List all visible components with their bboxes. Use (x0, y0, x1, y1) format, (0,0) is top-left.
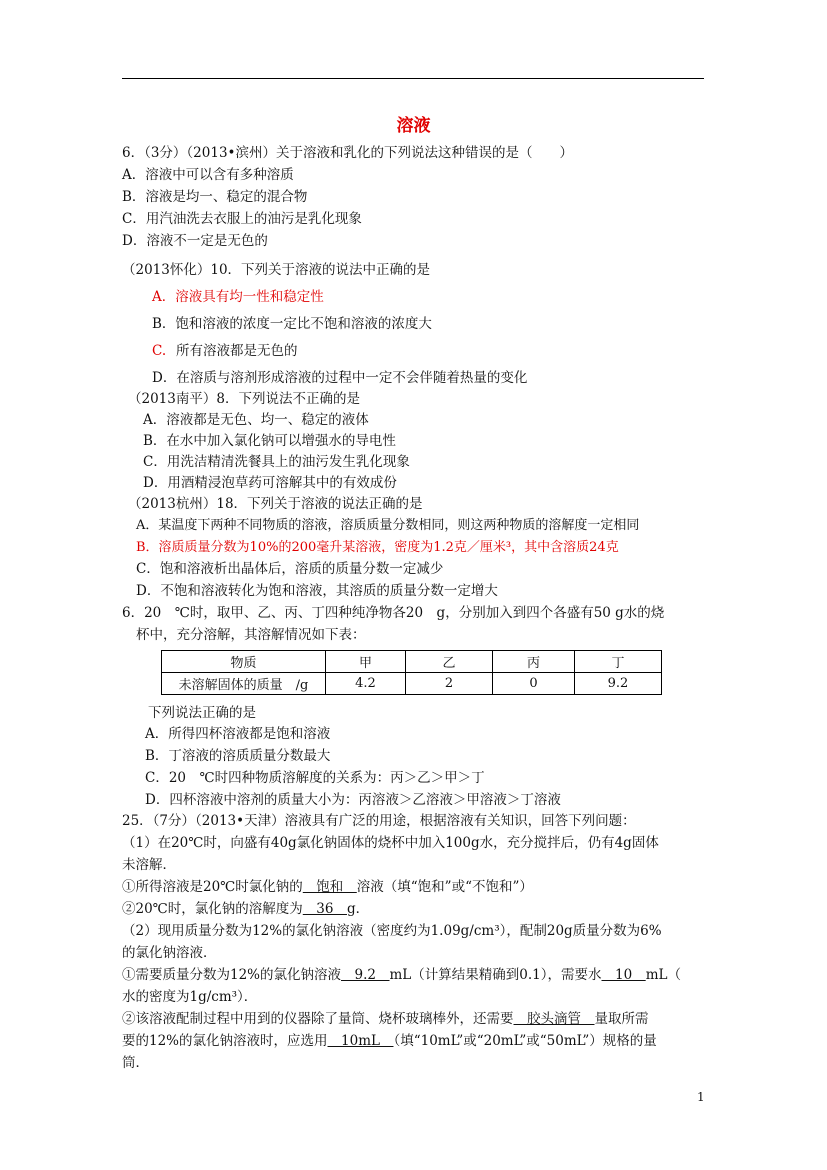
q2-option-a: A．溶液具有均一性和稳定性 (152, 289, 324, 305)
table-row-label: 未溶解固体的质量 /g (162, 673, 326, 695)
q6-sub3-tail: mL（ (645, 967, 681, 983)
q4-stem: （2013杭州）18．下列关于溶液的说法正确的是 (128, 496, 423, 512)
q5-option-a: A．所得四杯溶液都是饱和溶液 (145, 726, 331, 742)
q6-sub1-answer: 饱和 (302, 879, 357, 895)
table-header-cell: 丙 (493, 651, 575, 673)
q6-part2-line1: （2）现用质量分数为12%的氯化钠溶液（密度约为1.09g/cm³），配制20g质量分数为6% (122, 923, 662, 939)
q4-option-c: C．饱和溶液析出晶体后，溶质的质量分数一定减少 (136, 561, 444, 577)
q6-sub4-line2 (122, 1032, 657, 1050)
q6-sub1-tail: 溶液（填“饱和”或“不饱和”） (356, 879, 533, 895)
q6-sub3-answer2: 10 (601, 967, 646, 983)
table-cell: 0 (493, 673, 575, 695)
q6-part1-line1: （1）在20℃时，向盛有40g氯化钠固体的烧杯中加入100g水，充分搅拌后，仍有4g固体 (122, 835, 659, 851)
table-row (162, 673, 662, 695)
q5-lead: 下列说法正确的是 (148, 705, 256, 721)
q3-stem: （2013南平）8．下列说法不正确的是 (128, 391, 360, 407)
q3-option-d: D．用酒精浸泡草药可溶解其中的有效成份 (143, 475, 397, 491)
q3-option-c: C．用洗洁精清洗餐具上的油污发生乳化现象 (143, 454, 410, 470)
solubility-table (161, 650, 662, 695)
q6-sub2-tail: g． (346, 901, 370, 917)
q6-sub4 (122, 1010, 649, 1028)
q6-sub2 (122, 900, 369, 918)
q6-sub3-text: ①需要质量分数为12%的氯化钠溶液 (122, 967, 342, 983)
q3-option-a: A．溶液都是无色、均一、稳定的液体 (143, 412, 369, 428)
table-cell: 9.2 (575, 673, 662, 695)
page-title: 溶液 (396, 116, 431, 136)
q2-stem: （2013怀化）10．下列关于溶液的说法中正确的是 (122, 262, 431, 278)
q4-option-a: A．某温度下两种不同物质的溶液，溶质质量分数相同，则这两种物质的溶解度一定相同 (136, 518, 640, 533)
q5-option-c: C．20 ℃时四种物质溶解度的关系为：丙＞乙＞甲＞丁 (145, 770, 485, 786)
q3-option-b: B．在水中加入氯化钠可以增强水的导电性 (143, 433, 396, 449)
q5-option-b: B．丁溶液的溶质质量分数最大 (145, 748, 331, 764)
q2-option-d: D．在溶质与溶剂形成溶液的过程中一定不会伴随着热量的变化 (152, 370, 528, 386)
q6-sub4b-text: 要的12%的氯化钠溶液时，应选用 (122, 1033, 328, 1049)
q6-part1-line2: 未溶解． (122, 857, 176, 873)
q2-option-b: B．饱和溶液的浓度一定比不饱和溶液的浓度大 (152, 316, 432, 332)
q4-option-d: D．不饱和溶液转化为饱和溶液，其溶质的质量分数一定增大 (136, 583, 498, 599)
table-header-cell: 丁 (575, 651, 662, 673)
q6-sub4-tail: 量取所需 (594, 1011, 649, 1027)
q5-stem-line1: 6．20 ℃时，取甲、乙、丙、丁四种纯净物各20 g，分别加入到四个各盛有50 g水的烧 (122, 605, 665, 621)
q6-sub1 (122, 878, 533, 896)
q6-stem: 25．（7分）（2013•天津）溶液具有广泛的用途，根据溶液有关知识，回答下列问题： (122, 813, 636, 829)
q5-option-d: D．四杯溶液中溶剂的质量大小为：丙溶液＞乙溶液＞甲溶液＞丁溶液 (145, 792, 561, 808)
q6-sub4-answer: 胶头滴管 (513, 1011, 595, 1027)
table-cell: 4.2 (326, 673, 406, 695)
q6-sub2-answer: 36 (302, 901, 347, 917)
q1-option-b: B．溶液是均一、稳定的混合物 (122, 189, 308, 205)
q6-sub1-text: ①所得溶液是20℃时氯化钠的 (122, 879, 303, 895)
q6-sub3-mid: mL（计算结果精确到0.1），需要水 (389, 967, 602, 983)
q6-sub4b-tail: （填“10mL”或“20mL”或“50mL”）规格的量 (393, 1033, 657, 1049)
q4-option-b: B．溶质质量分数为10%的200毫升某溶液，密度为1.2克／厘米³，其中含溶质24克 (136, 540, 619, 555)
q1-option-d: D．溶液不一定是无色的 (122, 233, 268, 249)
table-cell: 2 (406, 673, 493, 695)
q6-sub4b-answer: 10mL (327, 1033, 394, 1049)
page-number: 1 (697, 1090, 705, 1104)
q6-part2-line2: 的氯化钠溶液． (122, 945, 217, 961)
q1-option-c: C．用汽油洗去衣服上的油污是乳化现象 (122, 211, 362, 227)
table-header-cell: 甲 (326, 651, 406, 673)
q1-option-a: A．溶液中可以含有多种溶质 (122, 167, 294, 183)
q1-stem: 6．（3分）（2013•滨州）关于溶液和乳化的下列说法这种错误的是（ ） (122, 145, 573, 161)
q2-option-c: 所有溶液都是无色的 (176, 343, 298, 359)
table-header-cell: 物质 (162, 651, 326, 673)
q6-sub3-answer: 9.2 (341, 967, 390, 983)
q2-option-c-letter: C. (152, 343, 167, 359)
table-header-cell: 乙 (406, 651, 493, 673)
q6-sub2-text: ②20℃时，氯化钠的溶解度为 (122, 901, 303, 917)
q6-sub3 (122, 966, 681, 984)
q5-stem-line2: 杯中，充分溶解，其溶解情况如下表： (136, 627, 366, 643)
header-rule (122, 78, 704, 79)
q6-sub4-line3: 筒． (122, 1055, 149, 1071)
q6-sub4-text: ②该溶液配制过程中用到的仪器除了量筒、烧杯玻璃棒外，还需要 (122, 1011, 514, 1027)
q6-sub3-line2: 水的密度为1g/cm³）． (122, 989, 258, 1005)
table-header-row (162, 651, 662, 673)
